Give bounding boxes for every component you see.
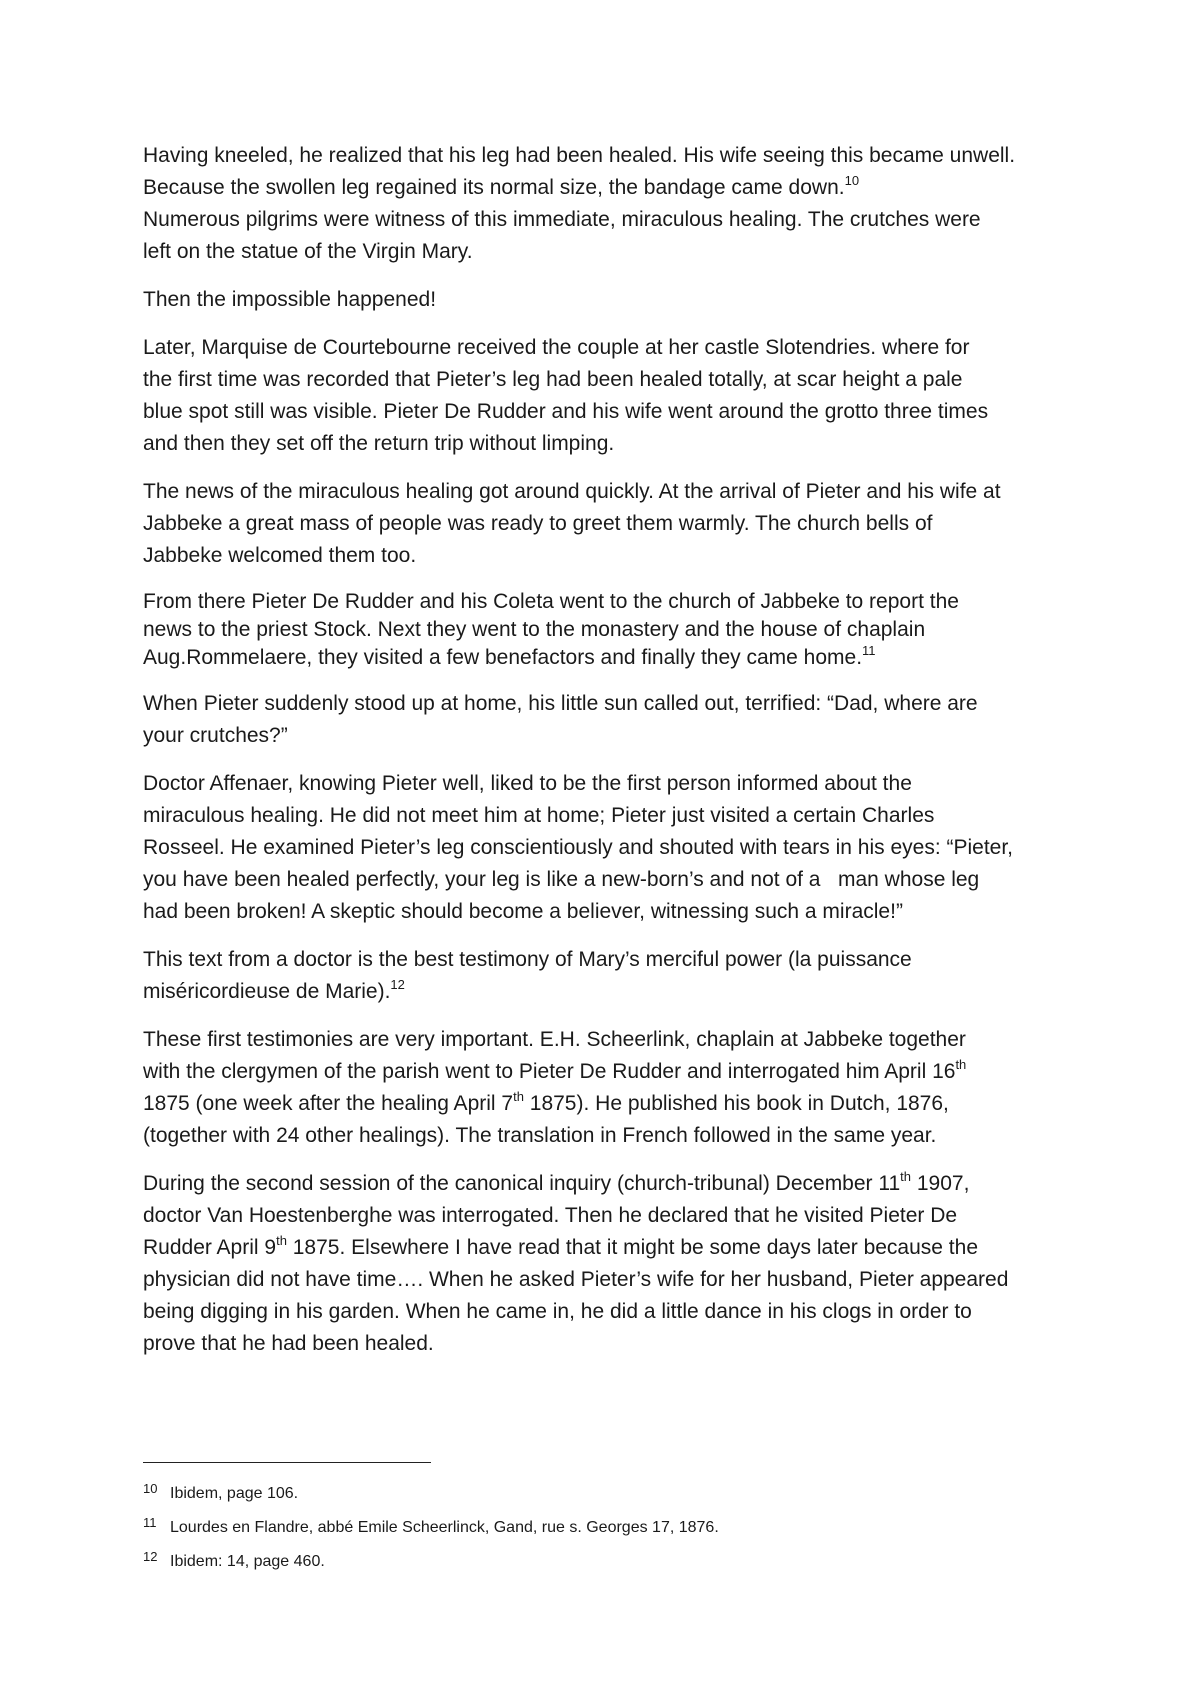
paragraph bbox=[143, 476, 1058, 572]
paragraph bbox=[143, 332, 1058, 460]
text-line bbox=[143, 1200, 1058, 1232]
footnote-number: 11 bbox=[143, 1515, 157, 1530]
paragraph bbox=[143, 1024, 1058, 1152]
text-line: had been broken! A skeptic should become a believer, witnessing such a miracle!” bbox=[143, 900, 903, 923]
text-segment: physician did not have time…. When he asked Pieter’s wife for her husband, Pieter appeared bbox=[143, 1268, 1009, 1291]
text-segment: During the second session of the canonical inquiry (church-tribunal) December 11 bbox=[143, 1172, 901, 1195]
text-segment: with the clergymen of the parish went to Pieter De Rudder and interrogated him April 16 bbox=[143, 1060, 956, 1083]
footnote-number: 10 bbox=[143, 1481, 158, 1496]
text-line bbox=[143, 1232, 1058, 1264]
text-segment: Rudder April 9 bbox=[143, 1236, 277, 1259]
text-segment: These first testimonies are very important. E.H. Scheerlink, chaplain at Jabbeke together bbox=[143, 1028, 966, 1051]
text-line: left on the statue of the Virgin Mary. bbox=[143, 240, 473, 263]
text-segment: (together with 24 other healings). The translation in French followed in the same year. bbox=[143, 1124, 937, 1147]
text-segment: doctor Van Hoestenberghe was interrogated. Then he declared that he visited Pieter De bbox=[143, 1204, 958, 1227]
text-line: From there Pieter De Rudder and his Coleta went to the church of Jabbeke to report the bbox=[143, 590, 959, 613]
footnote bbox=[143, 1508, 1058, 1542]
text-line: The news of the miraculous healing got around quickly. At the arrival of Pieter and his wife at bbox=[143, 480, 1001, 503]
footnote-ref[interactable]: 11 bbox=[862, 643, 876, 658]
text-segment: 1875 (one week after the healing April 7 bbox=[143, 1092, 514, 1115]
text-line: Numerous pilgrims were witness of this immediate, miraculous healing. The crutches were bbox=[143, 208, 981, 231]
text-line bbox=[143, 644, 1058, 672]
paragraph bbox=[143, 588, 1058, 672]
footnote-ref[interactable]: 10 bbox=[844, 173, 860, 188]
ordinal-suffix: th bbox=[900, 1169, 912, 1184]
footnote-text: Ibidem: 14, page 460. bbox=[170, 1553, 325, 1570]
text-segment: 1875). He published his book in Dutch, 1876, bbox=[523, 1092, 949, 1115]
text-segment: prove that he had been healed. bbox=[143, 1332, 434, 1355]
text-line: Later, Marquise de Courtebourne received the couple at her castle Slotendries. where for bbox=[143, 336, 970, 359]
footnote-text: Ibidem, page 106. bbox=[170, 1485, 299, 1502]
text-line bbox=[143, 976, 1058, 1008]
text-line bbox=[143, 1024, 1058, 1056]
footnote-ref[interactable]: 12 bbox=[390, 977, 405, 992]
text-segment: Because the swollen leg regained its normal size, the bandage came down. bbox=[143, 176, 845, 199]
paragraph bbox=[143, 768, 1058, 928]
text-line: Jabbeke a great mass of people was ready to greet them warmly. The church bells of bbox=[143, 512, 933, 535]
text-line bbox=[143, 1296, 1058, 1328]
text-line: This text from a doctor is the best testimony of Mary’s merciful power (la puissance bbox=[143, 948, 912, 971]
ordinal-suffix: th bbox=[955, 1057, 967, 1072]
footnotes bbox=[143, 1474, 1058, 1576]
text-line: miraculous healing. He did not meet him at home; Pieter just visited a certain Charles bbox=[143, 804, 935, 827]
paragraph bbox=[143, 688, 1058, 752]
footnote-number: 12 bbox=[143, 1549, 158, 1564]
text-line bbox=[143, 1264, 1058, 1296]
text-line: Jabbeke welcomed them too. bbox=[143, 544, 417, 567]
paragraph bbox=[143, 1168, 1058, 1360]
ordinal-suffix: th bbox=[276, 1233, 287, 1248]
text-line bbox=[143, 1168, 1058, 1200]
text-segment: Aug.Rommelaere, they visited a few benefactors and finally they came home. bbox=[143, 646, 863, 669]
text-line bbox=[143, 172, 1058, 204]
text-line bbox=[143, 1056, 1058, 1088]
text-line bbox=[143, 1328, 1058, 1360]
text-line: Doctor Affenaer, knowing Pieter well, liked to be the first person informed about the bbox=[143, 772, 912, 795]
ordinal-suffix: th bbox=[513, 1089, 524, 1104]
text-line: Rosseel. He examined Pieter’s leg conscientiously and shouted with tears in his eyes: “Pieter, bbox=[143, 836, 1014, 859]
text-segment: miséricordieuse de Marie). bbox=[143, 980, 391, 1003]
paragraph bbox=[143, 140, 1058, 268]
paragraph bbox=[143, 284, 1058, 316]
text-line: blue spot still was visible. Pieter De Rudder and his wife went around the grotto three times bbox=[143, 400, 989, 423]
text-segment: being digging in his garden. When he came in, he did a little dance in his clogs in order to bbox=[143, 1300, 972, 1323]
footnote-text: Lourdes en Flandre, abbé Emile Scheerlinck, Gand, rue s. Georges 17, 1876. bbox=[170, 1519, 719, 1536]
text-line: your crutches?” bbox=[143, 724, 288, 747]
text-line: Then the impossible happened! bbox=[143, 288, 437, 311]
text-line bbox=[143, 1088, 1058, 1120]
footnote bbox=[143, 1542, 1058, 1576]
text-line: and then they set off the return trip without limping. bbox=[143, 432, 615, 455]
text-line: When Pieter suddenly stood up at home, his little sun called out, terrified: “Dad, where are bbox=[143, 692, 978, 715]
text-line bbox=[143, 1120, 1058, 1152]
text-line: Having kneeled, he realized that his leg had been healed. His wife seeing this became unwell. bbox=[143, 144, 1016, 167]
paragraph bbox=[143, 944, 1058, 1008]
text-segment: 1907, bbox=[911, 1172, 970, 1195]
body-text bbox=[143, 140, 1058, 1376]
footnote-divider bbox=[143, 1462, 431, 1463]
text-line: you have been healed perfectly, your leg is like a new-born’s and not of a man whose leg bbox=[143, 868, 980, 891]
text-segment: 1875. Elsewhere I have read that it might be some days later because the bbox=[286, 1236, 978, 1259]
footnote bbox=[143, 1474, 1058, 1508]
text-line: news to the priest Stock. Next they went to the monastery and the house of chaplain bbox=[143, 618, 926, 641]
text-line: the first time was recorded that Pieter’s leg had been healed totally, at scar height a pale bbox=[143, 368, 963, 391]
